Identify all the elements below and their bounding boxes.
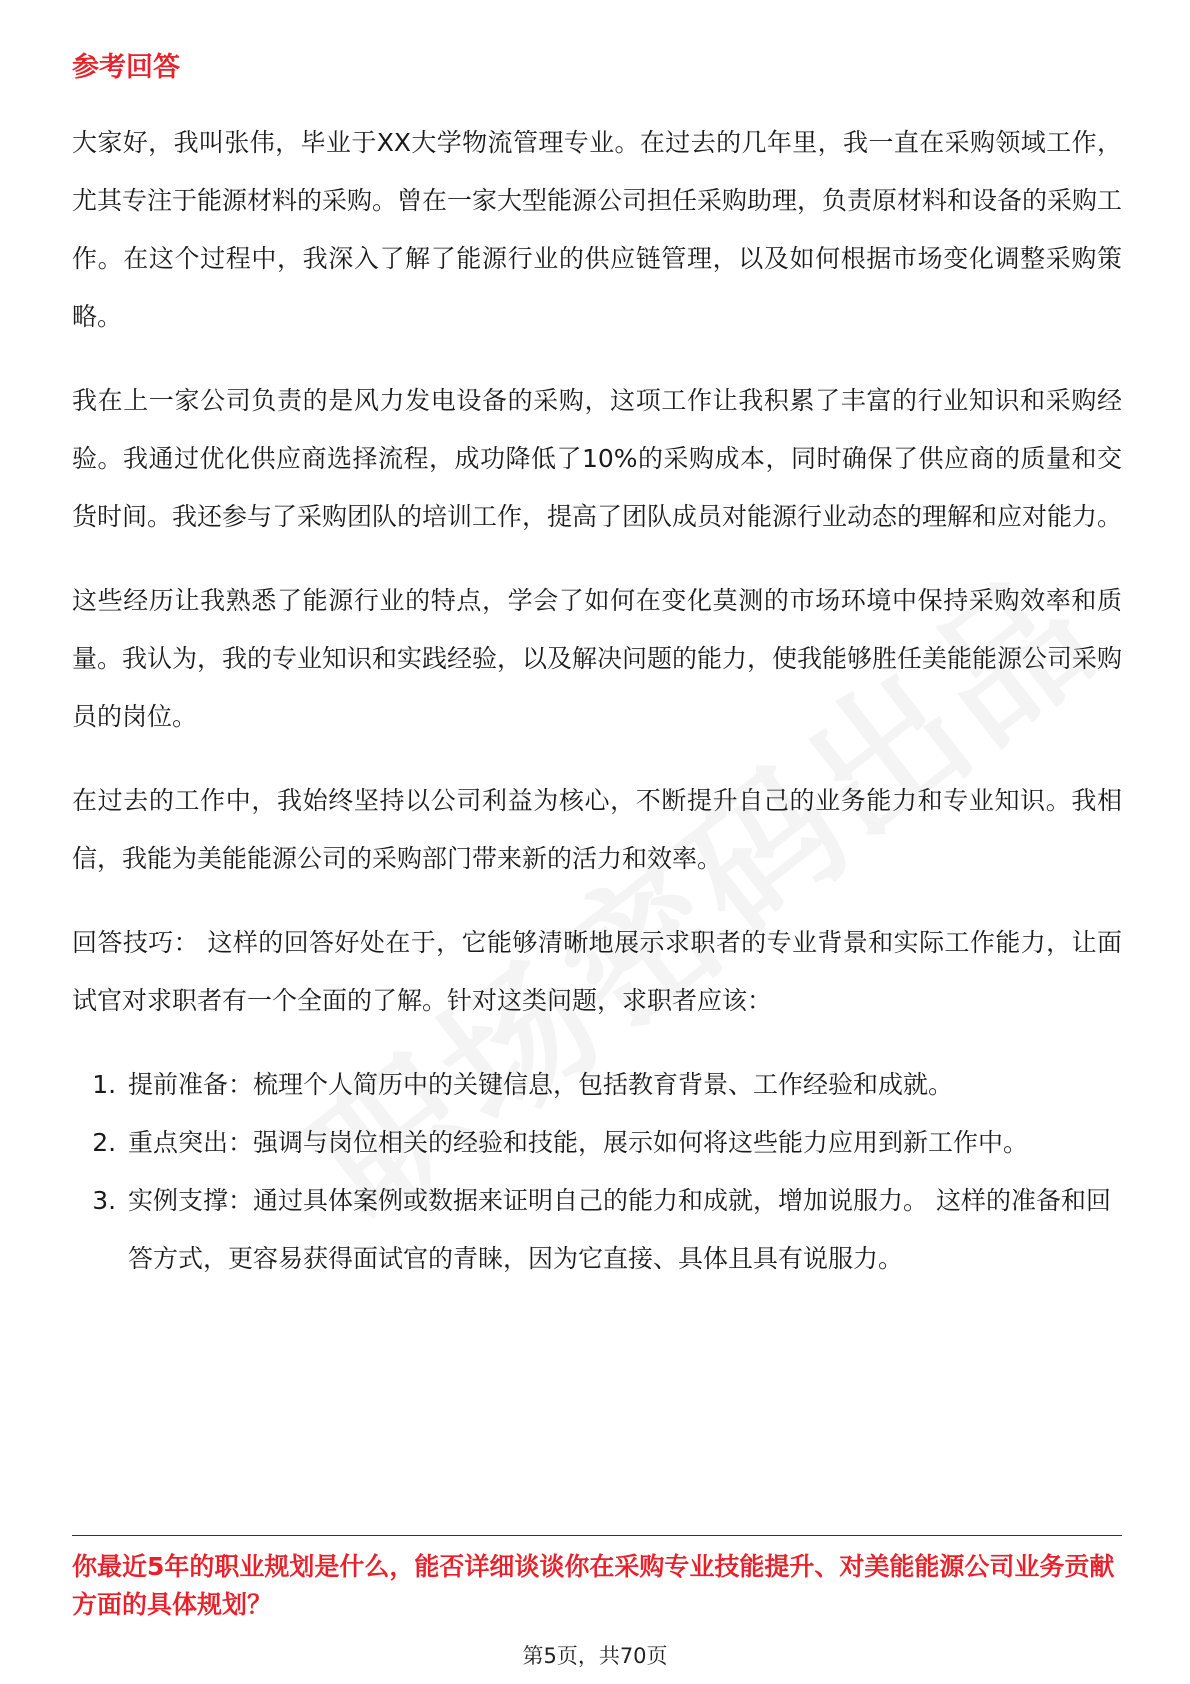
section-heading: 参考回答	[72, 52, 180, 83]
page-number: 第5页，共70页	[522, 1644, 668, 1668]
tip-item-2: 2. 重点突出：强调与岗位相关的经验和技能，展示如何将这些能力应用到新工作中。	[124, 1114, 1122, 1172]
answer-paragraph-3: 这些经历让我熟悉了能源行业的特点，学会了如何在变化莫测的市场环境中保持采购效率和质量。我认为，我的专业知识和实践经验，以及解决问题的能力，使我能够胜任美能能源公司采购员的岗位。	[72, 586, 1123, 731]
page-content	[72, 40, 1122, 1288]
tips-intro: 回答技巧： 这样的回答好处在于，它能够清晰地展示求职者的专业背景和实际工作能力，让面试官对求职者有一个全面的了解。针对这类问题，求职者应该：	[72, 928, 1122, 1015]
tip-item-3: 3. 实例支撑：通过具体案例或数据来证明自己的能力和成就，增加说服力。 这样的准备和回答方式，更容易获得面试官的青睐，因为它直接、具体且具有说服力。	[124, 1172, 1122, 1288]
answer-paragraph-2: 我在上一家公司负责的是风力发电设备的采购，这项工作让我积累了丰富的行业知识和采购经验。我通过优化供应商选择流程，成功降低了10%的采购成本，同时确保了供应商的质量和交货时间。我还参与了采购团队的培训工作，提高了团队成员对能源行业动态的理解和应对能力。	[72, 386, 1123, 531]
section-divider	[72, 1535, 1122, 1536]
tip-item-1: 1. 提前准备：梳理个人简历中的关键信息，包括教育背景、工作经验和成就。	[124, 1056, 1122, 1114]
tips-list	[72, 1056, 1122, 1288]
answer-paragraph-4: 在过去的工作中，我始终坚持以公司利益为核心，不断提升自己的业务能力和专业知识。我相信，我能为美能能源公司的采购部门带来新的活力和效率。	[72, 786, 1122, 873]
next-question: 你最近5年的职业规划是什么，能否详细谈谈你在采购专业技能提升、对美能能源公司业务贡献方面的具体规划？	[72, 1552, 1115, 1619]
answer-paragraph-1: 大家好，我叫张伟，毕业于XX大学物流管理专业。在过去的几年里，我一直在采购领域工作，尤其专注于能源材料的采购。曾在一家大型能源公司担任采购助理，负责原材料和设备的采购工作。在这个过程中，我深入了解了能源行业的供应链管理，以及如何根据市场变化调整采购策略。	[72, 128, 1123, 331]
